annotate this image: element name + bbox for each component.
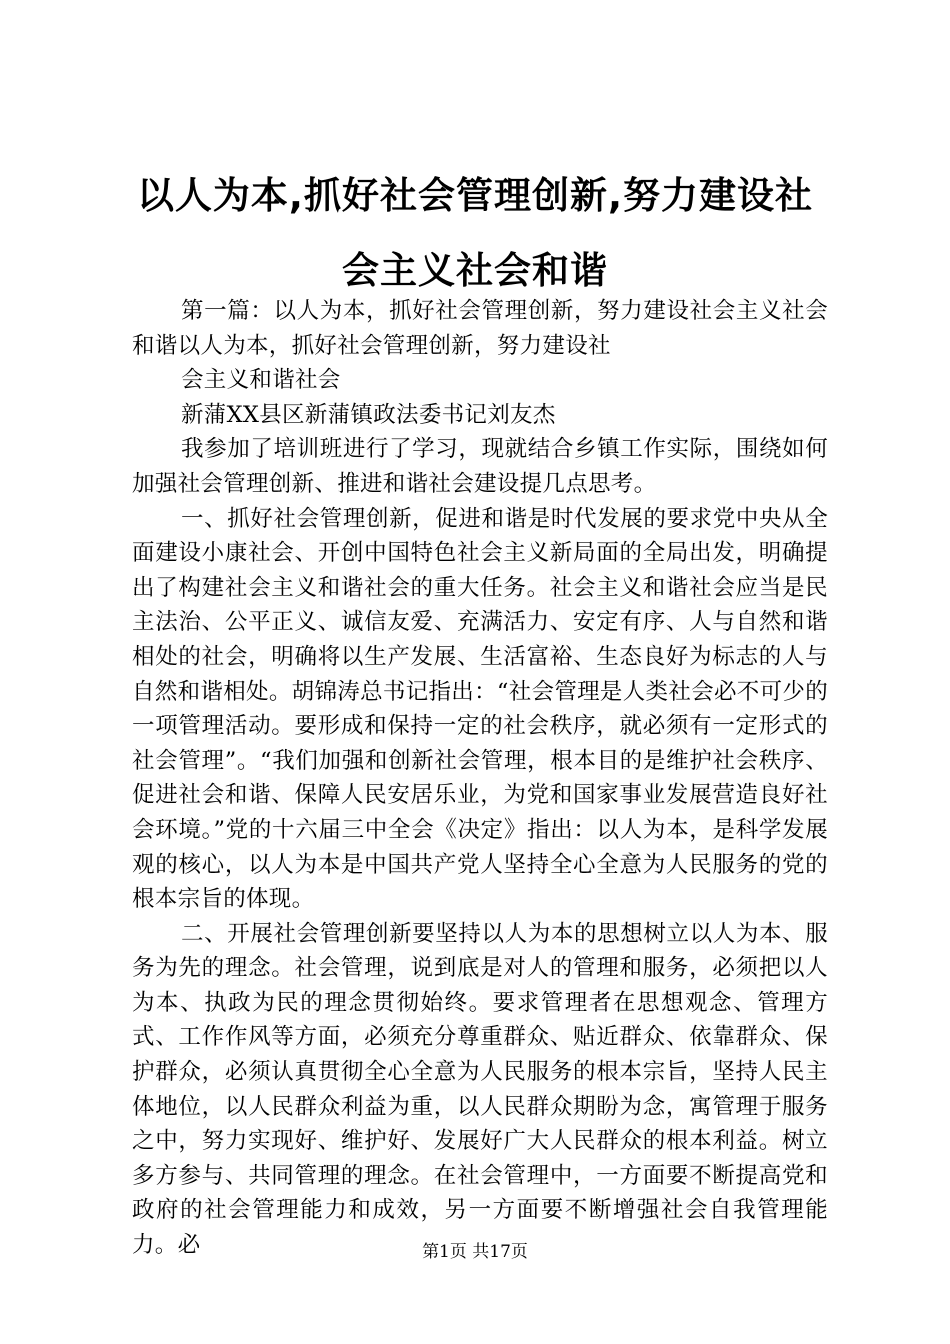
paragraph-intro: 第一篇：以人为本，抓好社会管理创新，努力建设社会主义社会和谐以人为本，抓好社会管理创新，努力建设社 (132, 298, 828, 359)
document-title: 以人为本,抓好社会管理创新,努力建设社会主义社会和谐 (136, 174, 814, 292)
paragraph-author: 新蒲XX县区新蒲镇政法委书记刘友杰 (181, 401, 556, 428)
paragraph-opening: 我参加了培训班进行了学习，现就结合乡镇工作实际，围绕如何加强社会管理创新、推进和谐社会建设提几点思考。 (132, 436, 828, 497)
paragraph-section-2: 二、开展社会管理创新要坚持以人为本的思想树立以人为本、服务为先的理念。社会管理，说到底是对人的管理和服务，必须把以人为本、执政为民的理念贯彻始终。要求管理者在思想观念、管理方式、工作作风等方面，必须充分尊重群众、贴近群众、依靠群众、保护群众，必须认真贯彻全心全意为人民服务的根本宗旨，坚持人民主体地位，以人民群众利益为重，以人民群众期盼为念，寓管理于服务之中，努力实现好、维护好、发展好广大人民群众的根本利益。树立多方参与、共同管理的理念。在社会管理中，一方面要不断提高党和政府的社会管理能力和成效，另一方面要不断增强社会自我管理能力。必 (132, 920, 828, 1259)
paragraph-section-1: 一、抓好社会管理创新，促进和谐是时代发展的要求党中央从全面建设小康社会、开创中国特色社会主义新局面的全局出发，明确提出了构建社会主义和谐社会的重大任务。社会主义和谐社会应当是民主法治、公平正义、诚信友爱、充满活力、安定有序、人与自然和谐相处的社会，明确将以生产发展、生活富裕、生态良好为标志的人与自然和谐相处。胡锦涛总书记指出：“社会管理是人类社会必不可少的一项管理活动。要形成和保持一定的社会秩序，就必须有一定形式的社会管理”。“我们加强和创新社会管理，根本目的是维护社会秩序、促进社会和谐、保障人民安居乐业，为党和国家事业发展营造良好社会环境。”党的十六届三中全会《决定》指出：以人为本，是科学发展观的核心，以人为本是中国共产党人坚持全心全意为人民服务的党的根本宗旨的体现。 (132, 505, 828, 913)
page-number-footer: 第1页 共17页 (422, 1242, 528, 1262)
paragraph-subtitle: 会主义和谐社会 (181, 367, 341, 394)
document-body (132, 294, 828, 1263)
